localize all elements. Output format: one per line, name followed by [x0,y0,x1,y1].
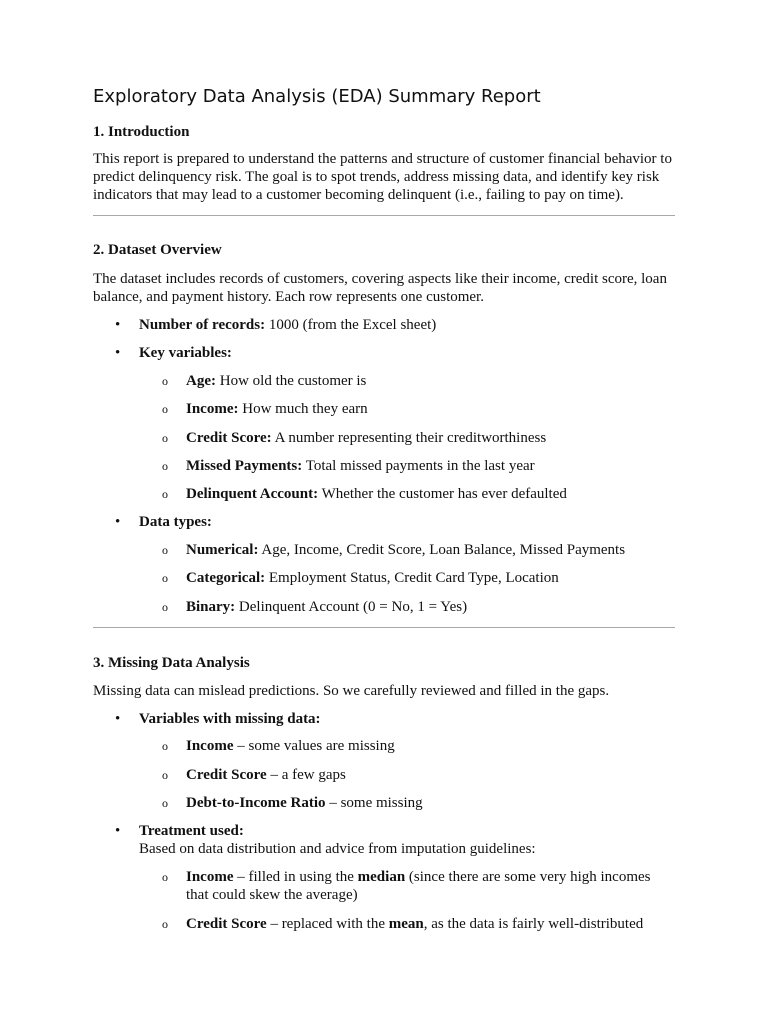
item-text: – a few gaps [266,767,346,783]
list-item-treatment-income [186,868,676,904]
section-heading-introduction: 1. Introduction [93,124,190,140]
item-text: Total missed payments in the last year [302,458,535,474]
item-label: Numerical: [186,542,259,558]
item-text: – replaced with the [266,916,389,932]
bullet-icon: • [115,711,121,727]
horizontal-rule [93,627,675,628]
item-text: How old the customer is [216,373,367,389]
bullet-icon: • [115,317,121,333]
list-item-credit-score [186,429,546,447]
item-label: Credit Score [186,916,267,932]
item-text: Whether the customer has ever defaulted [318,486,567,502]
list-item-treatment-credit-score [186,915,643,933]
list-item-age [186,372,366,390]
item-label: Number of records: [139,317,266,333]
item-label: Income [186,738,234,754]
list-item-delinquent-account [186,485,567,503]
list-item-missing-income [186,737,395,755]
item-label: Treatment used: [139,823,244,839]
item-emphasis: median [357,869,406,885]
item-text: Delinquent Account (0 = No, 1 = Yes) [235,599,468,615]
list-item-categorical [186,569,559,587]
circle-bullet-icon: o [162,796,168,810]
item-label: Delinquent Account: [186,486,319,502]
item-label: Credit Score: [186,430,272,446]
list-item-missing-credit-score [186,766,346,784]
item-text: Employment Status, Credit Card Type, Location [265,570,559,586]
dataset-overview-paragraph: The dataset includes records of customers, covering aspects like their income, credit score, loan balance, and payment history. Each row represents one customer. [93,271,667,305]
item-label: Missed Payments: [186,458,303,474]
circle-bullet-icon: o [162,768,168,782]
item-text: A number representing their creditworthiness [271,430,547,446]
horizontal-rule [93,215,675,216]
item-text: 1000 (from the Excel sheet) [265,317,437,333]
bullet-icon: • [115,514,121,530]
list-item-missing-dti [186,794,423,812]
circle-bullet-icon: o [162,543,168,557]
circle-bullet-icon: o [162,571,168,585]
document-title: Exploratory Data Analysis (EDA) Summary Report [93,86,541,107]
list-item-data-types [139,513,212,531]
item-label: Categorical: [186,570,266,586]
item-label: Credit Score [186,767,267,783]
item-text: – some values are missing [233,738,395,754]
item-label: Income: [186,401,239,417]
circle-bullet-icon: o [162,917,168,931]
item-label: Debt-to-Income Ratio [186,795,326,811]
introduction-paragraph: This report is prepared to understand the patterns and structure of customer financial behavior to predict delinquency risk. The goal is to spot trends, address missing data, and identify key risk indicators that may lead to a customer becoming delinquent (i.e., failing to pay on time). [93,151,672,203]
item-label: Key variables: [139,345,232,361]
section-heading-missing-data: 3. Missing Data Analysis [93,655,250,671]
item-label: Binary: [186,599,236,615]
circle-bullet-icon: o [162,870,168,884]
item-emphasis: mean [388,916,424,932]
circle-bullet-icon: o [162,374,168,388]
item-text: – filled in using the [233,869,358,885]
bullet-icon: • [115,345,121,361]
list-item-missing-variables [139,710,321,728]
circle-bullet-icon: o [162,739,168,753]
item-label: Data types: [139,514,212,530]
item-text: Age, Income, Credit Score, Loan Balance, Missed Payments [258,542,626,558]
list-item-binary [186,598,467,616]
item-label: Income [186,869,234,885]
section-heading-dataset-overview: 2. Dataset Overview [93,242,222,258]
treatment-description: Based on data distribution and advice from imputation guidelines: [139,841,536,857]
missing-data-paragraph: Missing data can mislead predictions. So we carefully reviewed and filled in the gaps. [93,683,610,699]
item-text: – some missing [325,795,423,811]
circle-bullet-icon: o [162,600,168,614]
circle-bullet-icon: o [162,487,168,501]
list-item-treatment [139,822,244,840]
list-item-missed-payments [186,457,535,475]
list-item-numerical [186,541,625,559]
item-label: Variables with missing data: [139,711,321,727]
item-text: How much they earn [238,401,368,417]
bullet-icon: • [115,823,121,839]
circle-bullet-icon: o [162,402,168,416]
circle-bullet-icon: o [162,431,168,445]
item-text: , as the data is fairly well-distributed [423,916,644,932]
circle-bullet-icon: o [162,459,168,473]
list-item-income [186,400,368,418]
item-label: Age: [186,373,216,389]
list-item-key-variables [139,344,232,362]
item-text: (since there are some very high incomes that could skew the average) [186,869,651,903]
list-item-records [139,316,436,334]
